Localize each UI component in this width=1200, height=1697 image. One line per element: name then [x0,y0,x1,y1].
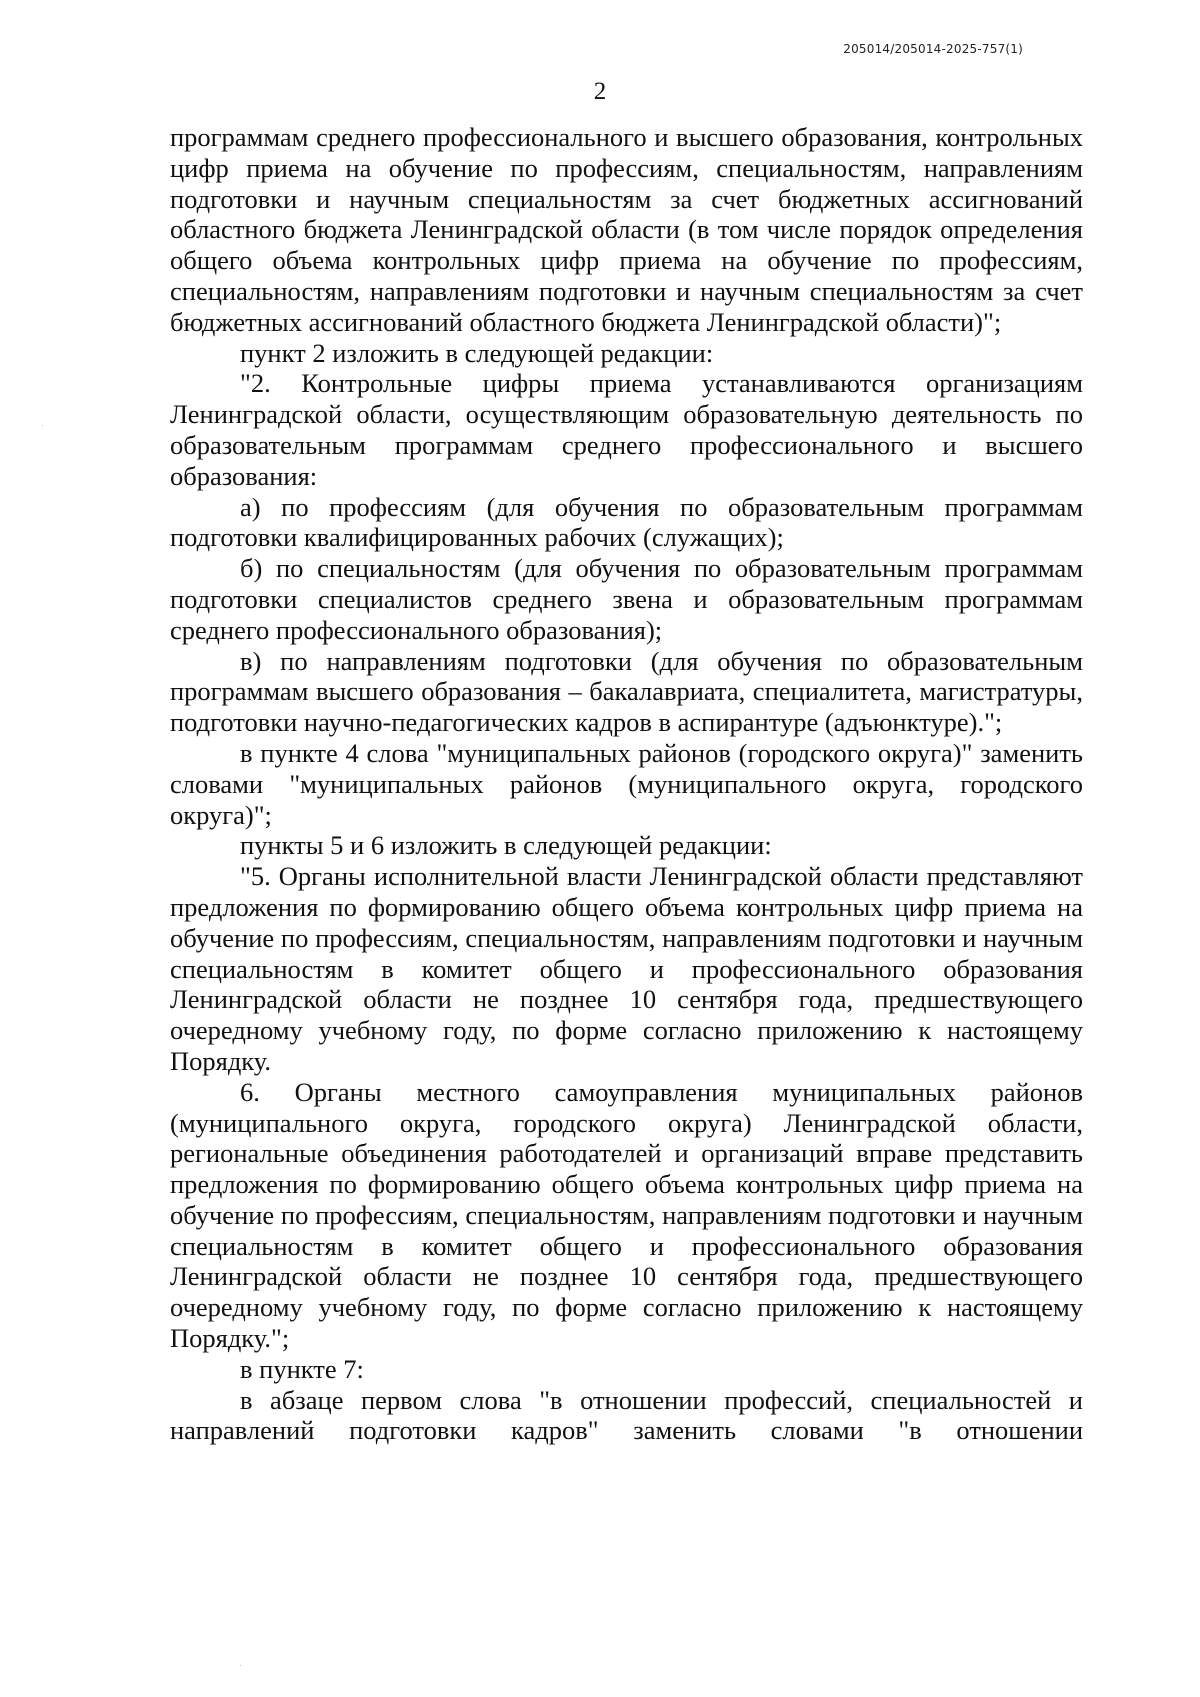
scan-speck [240,1665,241,1666]
paragraph-instruction-points-5-6: пункты 5 и 6 изложить в следующей редакции: [240,830,772,861]
page-number: 2 [593,78,607,105]
paragraph-instruction-point-7: в пункте 7: [240,1353,364,1384]
paragraph-subpoint-b: б) по специальностям (для обучения по образовательным программам подготовки специалистов среднего звена и образовательным программам среднего профессионального образования); [170,553,1083,645]
scan-speck [42,425,43,426]
paragraph-point-7-first-abzac: в абзаце первом слова "в отношении профессий, специальностей и направлений подготовки кадров" заменить словами "в отношении [170,1384,1083,1446]
paragraph-point-6: 6. Органы местного самоуправления муниципальных районов (муниципального округа, городского округа) Ленинградской области, региональные объединения работодателей и организаций вправе представить предложения по формированию общего объема контрольных цифр приема на обучение по профессиям, специальностям, направлениям подготовки и научным специальностям в комитет общего и профессионального образования Ленинградской области не позднее 10 сентября года, предшествующего очередному учебному году, по форме согласно приложению к настоящему Порядку."; [170,1076,1083,1354]
document-id: 205014/205014-2025-757(1) [843,42,1023,56]
document-body [170,122,1083,1446]
paragraph-instruction-point-2: пункт 2 изложить в следующей редакции: [240,337,714,368]
paragraph-point-5: "5. Органы исполнительной власти Ленинградской области представляют предложения по формированию общего объема контрольных цифр приема на обучение по профессиям, специальностям, направлениям подготовки и научным специальностям в комитет общего и профессионального образования Ленинградской области не позднее 10 сентября года, предшествующего очередному учебному году, по форме согласно приложению к настоящему Порядку. [170,861,1083,1076]
paragraph-continuation: программам среднего профессионального и высшего образования, контрольных цифр приема на обучение по профессиям, специальностям, направлениям подготовки и научным специальностям за счет бюджетных ассигнований областного бюджета Ленинградской области (в том числе порядок определения общего объема контрольных цифр приема на обучение по профессиям, специальностям, направлениям подготовки и научным специальностям за счет бюджетных ассигнований областного бюджета Ленинградской области)"; [170,122,1083,337]
paragraph-instruction-point-4: в пункте 4 слова "муниципальных районов (городского округа)" заменить словами "муниципальных районов (муниципального округа, городского округа)"; [170,737,1083,830]
paragraph-point-2: "2. Контрольные цифры приема устанавливаются организациям Ленинградской области, осуществляющим образовательную деятельность по образовательным программам среднего профессионального и высшего образования: [170,368,1083,491]
paragraph-subpoint-v: в) по направлениям подготовки (для обучения по образовательным программам высшего образования – бакалавриата, специалитета, магистратуры, подготовки научно-педагогических кадров в аспирантуре (адъюнктуре)."; [170,645,1083,738]
paragraph-subpoint-a: а) по профессиям (для обучения по образовательным программам подготовки квалифицированных рабочих (служащих); [170,491,1083,553]
